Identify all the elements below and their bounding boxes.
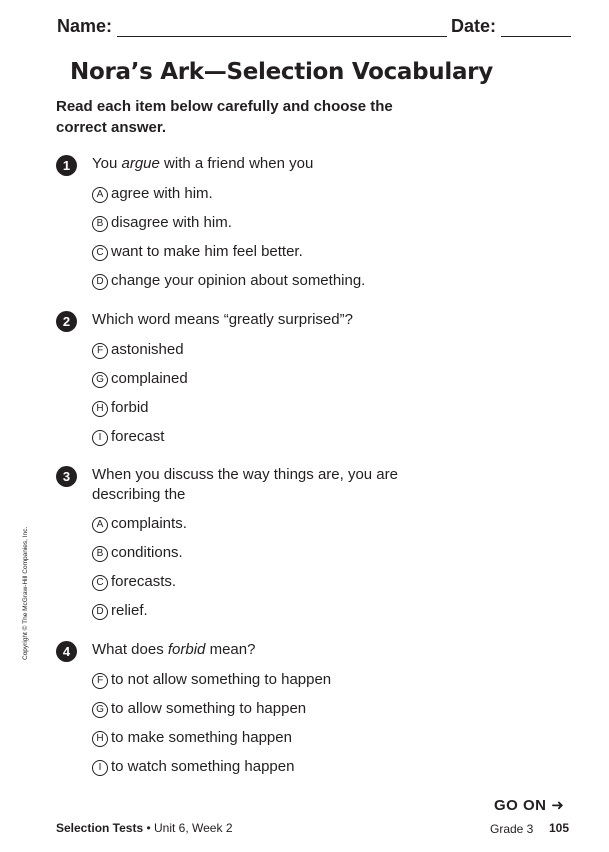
- question-number: 4: [56, 641, 77, 662]
- answer-text: disagree with him.: [111, 214, 232, 231]
- instructions: Read each item below carefully and choose the correct answer.: [56, 98, 393, 136]
- footer-grade: Grade 3: [490, 822, 534, 836]
- question-text-before: You: [92, 155, 122, 172]
- date-blank[interactable]: [501, 36, 571, 37]
- answer-text: to allow something to happen: [111, 700, 307, 717]
- answer-text: agree with him.: [111, 185, 213, 202]
- answer-text: to not allow something to happen: [111, 671, 332, 688]
- answer-option[interactable]: [92, 699, 306, 719]
- answer-text: conditions.: [111, 544, 183, 561]
- answer-text: forbid: [111, 399, 149, 416]
- answer-bubble[interactable]: B: [92, 546, 108, 562]
- answer-option[interactable]: [92, 427, 164, 447]
- answer-option[interactable]: [92, 572, 176, 592]
- footer-section: [56, 821, 233, 835]
- question-emph-word: forbid: [167, 641, 206, 658]
- question-number: 1: [56, 155, 77, 176]
- answer-bubble[interactable]: B: [92, 216, 108, 232]
- answer-text: change your opinion about something.: [111, 272, 366, 289]
- answer-text: to watch something happen: [111, 758, 295, 775]
- answer-bubble[interactable]: D: [92, 604, 108, 620]
- page-title: Nora’s Ark—Selection Vocabulary: [70, 59, 493, 85]
- question-text-before: Which word means “greatly surprised”?: [92, 311, 353, 328]
- answer-option[interactable]: [92, 728, 292, 748]
- answer-text: astonished: [111, 341, 184, 358]
- go-on-prompt: [494, 796, 564, 814]
- question-text-before: What does: [92, 641, 168, 658]
- answer-option[interactable]: [92, 670, 331, 690]
- answer-bubble[interactable]: F: [92, 343, 108, 359]
- name-label: Name:: [57, 16, 113, 36]
- name-blank[interactable]: [117, 36, 447, 37]
- question-text: [92, 465, 432, 505]
- answer-text: to make something happen: [111, 729, 292, 746]
- answer-option[interactable]: [92, 514, 187, 534]
- page-number: 105: [549, 821, 570, 835]
- answer-bubble[interactable]: D: [92, 274, 108, 290]
- answer-bubble[interactable]: F: [92, 673, 108, 689]
- answer-option[interactable]: [92, 213, 232, 233]
- go-on-label: GO ON: [494, 797, 547, 814]
- question-number: 2: [56, 311, 77, 332]
- answer-option[interactable]: [92, 271, 365, 291]
- question-text-after: with a friend when you: [159, 155, 314, 172]
- footer-section-title: Selection Tests: [56, 821, 144, 835]
- answer-bubble[interactable]: I: [92, 760, 108, 776]
- answer-text: forecasts.: [111, 573, 177, 590]
- question-text: [92, 154, 432, 174]
- answer-option[interactable]: [92, 184, 213, 204]
- question-text-before: When you discuss the way things are, you are describing the: [92, 466, 398, 503]
- answer-bubble[interactable]: A: [92, 517, 108, 533]
- answer-bubble[interactable]: H: [92, 401, 108, 417]
- question-text-after: mean?: [205, 641, 256, 658]
- answer-option[interactable]: [92, 543, 183, 563]
- question-emph-word: argue: [121, 155, 160, 172]
- answer-option[interactable]: [92, 340, 184, 360]
- answer-bubble[interactable]: G: [92, 372, 108, 388]
- answer-bubble[interactable]: A: [92, 187, 108, 203]
- footer-unit: • Unit 6, Week 2: [143, 821, 233, 835]
- answer-text: relief.: [111, 602, 148, 619]
- answer-option[interactable]: [92, 757, 294, 777]
- answer-text: want to make him feel better.: [111, 243, 303, 260]
- answer-bubble[interactable]: G: [92, 702, 108, 718]
- answer-option[interactable]: [92, 398, 149, 418]
- answer-bubble[interactable]: C: [92, 245, 108, 261]
- answer-option[interactable]: [92, 242, 303, 262]
- answer-text: complaints.: [111, 515, 187, 532]
- answer-bubble[interactable]: C: [92, 575, 108, 591]
- answer-option[interactable]: [92, 369, 188, 389]
- copyright-notice: Copyright © The McGraw-Hill Companies, Inc.: [22, 526, 29, 660]
- answer-bubble[interactable]: H: [92, 731, 108, 747]
- date-label: Date:: [451, 16, 497, 36]
- answer-text: complained: [111, 370, 188, 387]
- answer-bubble[interactable]: I: [92, 430, 108, 446]
- question-number: 3: [56, 466, 77, 487]
- answer-option[interactable]: [92, 601, 148, 621]
- answer-text: forecast: [111, 428, 165, 445]
- arrow-right-icon: ➜: [551, 797, 565, 814]
- question-text: [92, 640, 432, 660]
- question-text: [92, 310, 432, 330]
- header: [57, 16, 571, 40]
